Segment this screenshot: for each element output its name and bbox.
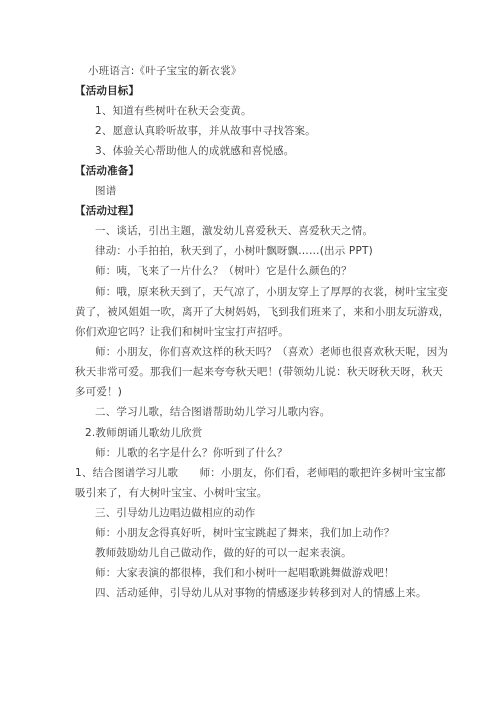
process-paragraph: 吸引来了，有大树叶宝宝、小树叶宝宝。 [75, 487, 268, 499]
process-paragraph: 多可爱！) [75, 386, 123, 398]
process-paragraph: 一、谈话，引出主题，激发幼儿喜爱秋天、喜爱秋天之情。 [95, 225, 374, 237]
process-paragraph: 师：大家表演的都很棒，我们和小树叶一起唱歌跳舞做游戏吧！ [95, 567, 395, 579]
heading-prep: 【活动准备】 [75, 165, 140, 177]
process-paragraph: 2.教师朗诵儿歌幼儿欣赏 [85, 427, 203, 439]
process-paragraph: 二、学习儿歌，结合图谱帮助幼儿学习儿歌内容。 [95, 406, 331, 418]
process-paragraph: 师：小朋友念得真好听，树叶宝宝跳起了舞来，我们加上动作？ [95, 527, 395, 539]
goal-item: 2、愿意认真聆听故事，并从故事中寻找答案。 [95, 125, 316, 137]
process-paragraph: 师：哦，原来秋天到了，天气凉了，小朋友穿上了厚厚的衣裳，树叶宝宝变 [95, 286, 449, 298]
document-title: 小班语言:《叶子宝宝的新衣裳》 [88, 65, 242, 77]
process-paragraph: 秋天非常可爱。那我们一起来夸夸秋天吧！(带领幼儿说：秋天呀秋天呀，秋天 [75, 366, 444, 378]
process-paragraph: 师：儿歌的名字是什么？你听到了什么？ [95, 447, 288, 459]
process-paragraph: 三、引导幼儿边唱边做相应的动作 [95, 507, 256, 519]
process-paragraph: 四、活动延伸，引导幼儿从对事物的情感逐步转移到对人的情感上来。 [95, 587, 427, 599]
prep-text: 图谱 [95, 185, 117, 197]
goal-item: 1、知道有些树叶在秋天会变黄。 [95, 105, 252, 117]
heading-process: 【活动过程】 [75, 205, 140, 217]
process-paragraph: 律动：小手拍拍，秋天到了，小树叶飘呀飘……(出示 PPT) [95, 245, 373, 257]
process-paragraph: 黄了，被风姐姐一吹，离开了大树妈妈，飞到我们班来了，来和小朋友玩游戏， [75, 306, 450, 318]
process-paragraph: 你们欢迎它吗？让我们和树叶宝宝打声招呼。 [75, 326, 289, 338]
process-paragraph: 师：小朋友，你们喜欢这样的秋天吗？（喜欢）老师也很喜欢秋天呢，因为 [95, 346, 449, 358]
goal-item: 3、体验关心帮助他人的成就感和喜悦感。 [95, 145, 295, 157]
heading-goals: 【活动目标】 [75, 85, 140, 97]
process-paragraph: 教师鼓励幼儿自己做动作，做的好的可以一起来表演。 [95, 547, 352, 559]
process-paragraph: 师：咦，飞来了一片什么？（树叶）它是什么颜色的？ [95, 265, 352, 277]
process-paragraph: 1、结合图谱学习儿歌 师：小朋友，你们看，老师唱的歌把许多树叶宝宝都 [75, 467, 446, 479]
